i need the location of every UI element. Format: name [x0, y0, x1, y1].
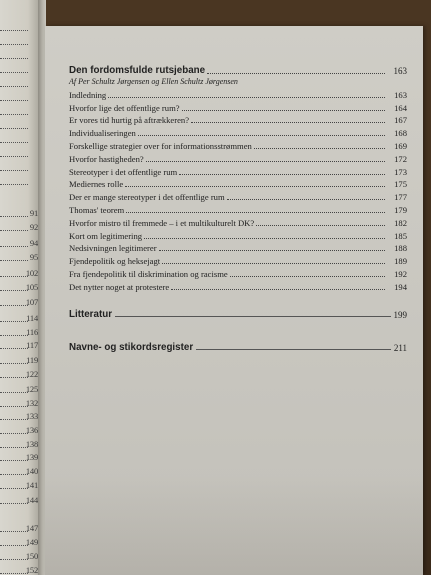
dot-leader — [254, 148, 385, 149]
toc-entry — [69, 113, 407, 126]
dot-leader — [0, 488, 28, 489]
toc-entry — [69, 266, 407, 279]
left-page-number: 144 — [25, 495, 38, 505]
toc-entry — [69, 87, 407, 100]
rule-leader — [196, 349, 391, 350]
entry-title: Hvorfor lige det offentlige rum? — [69, 102, 180, 113]
dot-leader — [0, 58, 28, 59]
entry-page: 192 — [394, 268, 407, 279]
dot-leader — [0, 321, 28, 322]
section-title: Litteratur — [69, 309, 113, 320]
entry-title: Thomas' teorem — [69, 204, 125, 215]
dot-leader — [191, 122, 385, 123]
left-page-number: 95 — [29, 252, 38, 262]
dot-leader — [227, 199, 385, 200]
dot-leader — [207, 73, 385, 74]
dot-leader — [0, 474, 28, 475]
left-page — [0, 0, 40, 575]
dot-leader — [0, 447, 28, 448]
left-page-number: 149 — [25, 537, 38, 547]
toc-entry — [69, 202, 407, 215]
toc-entry — [69, 164, 407, 177]
toc-entry — [69, 125, 407, 138]
dot-leader — [146, 161, 385, 162]
left-page-number: 122 — [25, 369, 38, 379]
entry-page: 168 — [394, 128, 407, 139]
toc-entry — [69, 241, 407, 254]
dot-leader — [171, 289, 385, 290]
left-page-number: 105 — [25, 282, 38, 292]
dot-leader — [125, 186, 385, 187]
entry-page: 172 — [394, 153, 407, 164]
left-page-number: 150 — [25, 551, 38, 561]
left-page-number: 119 — [26, 355, 38, 365]
toc-entry — [69, 253, 407, 266]
dot-leader — [0, 377, 28, 378]
toc-entry — [69, 215, 407, 228]
left-page-number: 107 — [25, 297, 38, 307]
toc-entries — [69, 87, 407, 292]
entry-title: Individualiseringen — [69, 128, 136, 139]
dot-leader — [0, 419, 28, 420]
dot-leader — [0, 246, 28, 247]
left-page-number: 147 — [25, 523, 38, 533]
dot-leader — [0, 170, 28, 171]
toc-entry — [69, 151, 407, 164]
dot-leader — [138, 135, 385, 136]
dot-leader — [0, 503, 28, 504]
dot-leader — [0, 335, 28, 336]
dot-leader — [0, 44, 28, 45]
dot-leader — [162, 263, 385, 264]
entry-page: 163 — [394, 89, 407, 100]
dot-leader — [0, 100, 28, 101]
dot-leader — [0, 531, 28, 532]
left-page-number: 139 — [25, 452, 38, 462]
dot-leader — [0, 128, 28, 129]
dot-leader — [0, 460, 28, 461]
toc-entry — [69, 138, 407, 151]
left-page-number: 116 — [26, 327, 38, 337]
section-litteratur — [69, 309, 407, 320]
entry-page: 189 — [394, 256, 407, 267]
left-page-number: 138 — [25, 439, 38, 449]
dot-leader — [179, 174, 385, 175]
left-page-number: 102 — [25, 268, 38, 278]
toc-entry — [69, 177, 407, 190]
dot-leader — [144, 238, 385, 239]
left-page-number: 117 — [26, 340, 38, 350]
dot-leader — [0, 433, 28, 434]
rule-leader — [115, 316, 390, 317]
entry-page: 167 — [394, 115, 407, 126]
entry-title: Hvorfor hastigheden? — [69, 153, 144, 164]
dot-leader — [0, 260, 28, 261]
entry-title: Stereotyper i det offentlige rum — [69, 166, 178, 177]
dot-leader — [0, 573, 28, 574]
dot-leader — [108, 97, 385, 98]
dot-leader — [0, 142, 28, 143]
entry-title: Fra fjendepolitik til diskrimination og racisme — [69, 268, 228, 279]
author-text: Af Per Schultz Jørgensen og Ellen Schultz Jørgensen — [69, 77, 238, 86]
entry-title: Forskellige strategier over for informationsstrømmen — [69, 140, 252, 151]
dot-leader — [0, 348, 28, 349]
entry-page: 164 — [394, 102, 407, 113]
dot-leader — [0, 545, 28, 546]
entry-title: Hvorfor mistro til fremmede – i et multikulturelt DK? — [69, 217, 255, 228]
left-page-number: 152 — [25, 565, 38, 575]
dot-leader — [182, 110, 385, 111]
dot-leader — [0, 230, 28, 231]
dot-leader — [0, 290, 28, 291]
dot-leader — [0, 363, 28, 364]
entry-page: 179 — [394, 204, 407, 215]
left-page-number: 91 — [29, 208, 38, 218]
left-page-number: 136 — [25, 425, 38, 435]
dot-leader — [0, 216, 28, 217]
chapter-title: Den fordomsfulde rutsjebane — [69, 65, 206, 76]
toc-entry — [69, 279, 407, 292]
dot-leader — [0, 156, 28, 157]
toc-entry — [69, 100, 407, 113]
section-register — [69, 342, 407, 353]
left-page-number: 132 — [25, 398, 38, 408]
entry-title: Indledning — [69, 89, 107, 100]
entry-title: Mediernes rolle — [69, 179, 124, 190]
toc-entry — [69, 228, 407, 241]
dot-leader — [0, 30, 28, 31]
left-page-number: 133 — [25, 411, 38, 421]
toc-entry — [69, 189, 407, 202]
entry-page: 188 — [394, 243, 407, 254]
dot-leader — [0, 305, 28, 306]
left-page-number: 114 — [26, 313, 38, 323]
left-page-number: 125 — [25, 384, 38, 394]
entry-page: 177 — [394, 192, 407, 203]
entry-title: Er vores tid hurtig på aftrækkeren? — [69, 115, 190, 126]
left-page-number: 140 — [25, 466, 38, 476]
dot-leader — [0, 86, 28, 87]
entry-title: Nedsivningen legitimerer — [69, 243, 157, 254]
dot-leader — [0, 184, 28, 185]
left-page-number: 141 — [25, 480, 38, 490]
entry-page: 182 — [394, 217, 407, 228]
table-of-contents — [69, 62, 407, 292]
dot-leader — [0, 276, 28, 277]
entry-title: Der er mange stereotyper i det offentlige rum — [69, 192, 225, 203]
chapter-heading — [69, 62, 407, 76]
section-page: 199 — [393, 310, 407, 320]
entry-title: Fjendepolitik og heksejagt — [69, 256, 161, 267]
dot-leader — [126, 212, 385, 213]
entry-page: 185 — [394, 230, 407, 241]
chapter-author — [69, 76, 407, 87]
entry-page: 169 — [394, 140, 407, 151]
left-page-number: 94 — [29, 238, 38, 248]
dot-leader — [0, 392, 28, 393]
section-title: Navne- og stikordsregister — [69, 342, 194, 353]
entry-page: 194 — [394, 281, 407, 292]
dot-leader — [0, 114, 28, 115]
entry-title: Kort om legitimering — [69, 230, 143, 241]
dot-leader — [0, 406, 28, 407]
entry-page: 173 — [394, 166, 407, 177]
dot-leader — [230, 276, 385, 277]
entry-title: Det nytter noget at protestere — [69, 281, 170, 292]
dot-leader — [256, 225, 385, 226]
left-page-number: 92 — [29, 222, 38, 232]
dot-leader — [0, 72, 28, 73]
dot-leader — [0, 559, 28, 560]
section-page: 211 — [393, 343, 407, 353]
right-page — [45, 26, 423, 575]
entry-page: 175 — [394, 179, 407, 190]
dot-leader — [159, 250, 385, 251]
chapter-page: 163 — [393, 66, 407, 76]
